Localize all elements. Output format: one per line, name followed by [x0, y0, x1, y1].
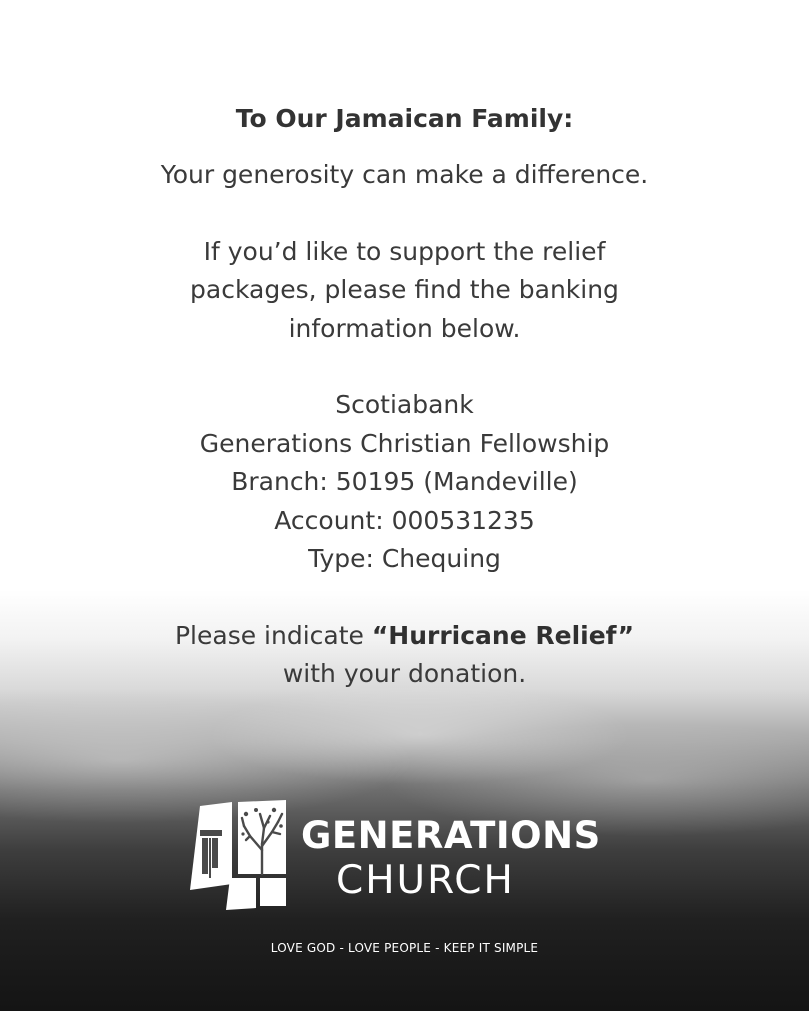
- generosity-line: Your generosity can make a difference.: [160, 160, 649, 189]
- logo-wordmark-church: CHURCH: [336, 858, 515, 903]
- logo-wordmark-generations: GENERATIONS: [301, 814, 601, 857]
- support-line-1: If you’d like to support the relief: [203, 236, 606, 266]
- donation-suffix: with your donation.: [282, 659, 527, 688]
- spacer: [0, 348, 809, 386]
- indicate-prefix: Please indicate: [174, 620, 372, 650]
- branch-info: Branch: 50195 (Mandeville): [231, 467, 578, 496]
- greeting-heading: To Our Jamaican Family:: [235, 104, 574, 133]
- account-number: Account: 000531235: [274, 505, 535, 535]
- account-name: Generations Christian Fellowship: [199, 428, 610, 458]
- church-tagline: LOVE GOD - LOVE PEOPLE - KEEP IT SIMPLE: [270, 941, 539, 955]
- bank-name: Scotiabank: [335, 390, 474, 419]
- spacer: [0, 195, 809, 233]
- spacer: [0, 579, 809, 617]
- support-line-3: information below.: [288, 313, 521, 343]
- tree-window-logo-icon: [186, 800, 290, 912]
- donation-message: [0, 102, 809, 694]
- generations-church-logo: [186, 800, 606, 912]
- hurricane-relief-emphasis: “Hurricane Relief”: [371, 620, 635, 650]
- support-line-2: packages, please find the banking: [190, 275, 619, 304]
- indicate-line: [0, 617, 809, 656]
- account-type: Type: Chequing: [308, 544, 501, 573]
